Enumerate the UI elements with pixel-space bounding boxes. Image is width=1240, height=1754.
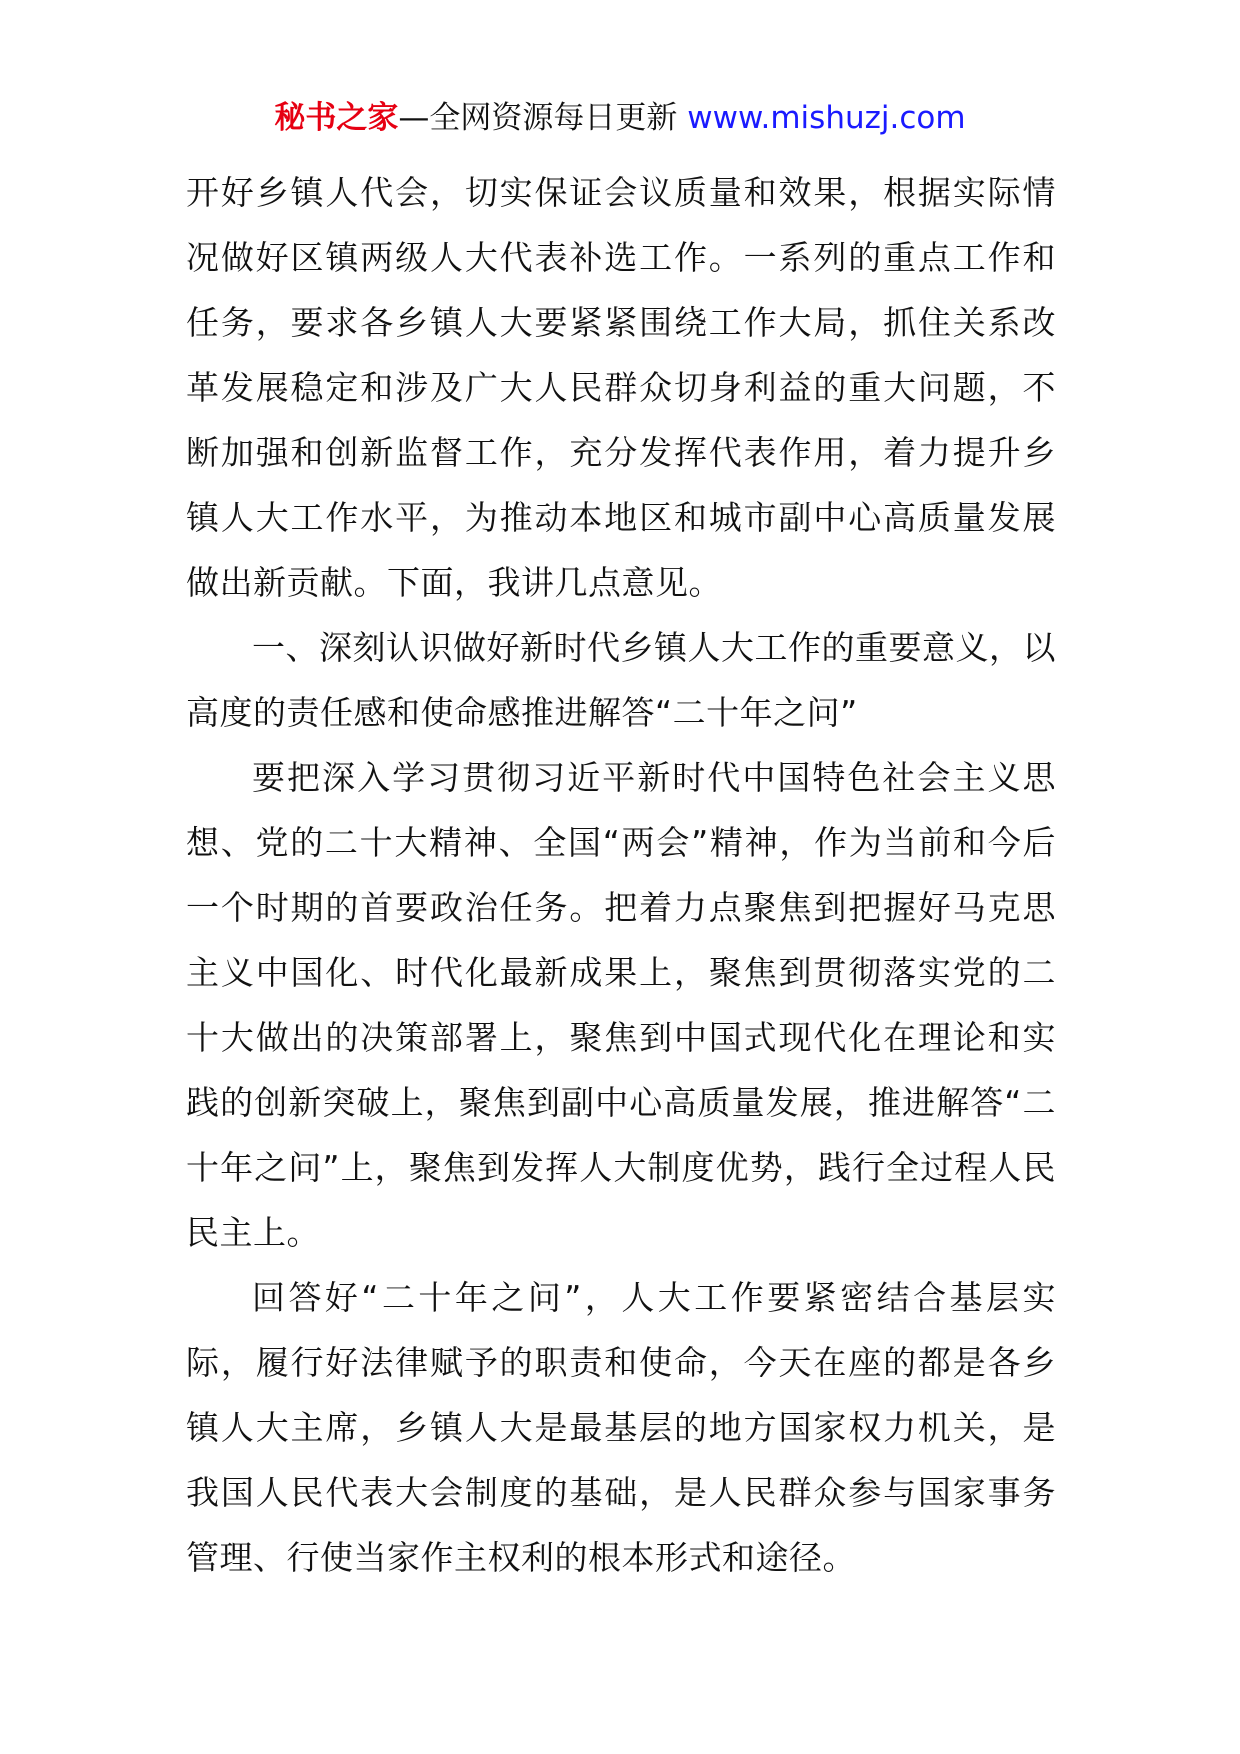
paragraph: 回答好“二十年之问”，人大工作要紧密结合基层实际，履行好法律赋予的职责和使命，今天在座的都是各乡镇人大主席，乡镇人大是最基层的地方国家权力机关，是我国人民代表大会制度的基础，是人民群众参与国家事务管理、行使当家作主权利的根本形式和途径。	[186, 1278, 1056, 1577]
section-heading: 一、深刻认识做好新时代乡镇人大工作的重要意义，以高度的责任感和使命感推进解答“二十年之问”	[186, 628, 1056, 732]
header-url-link[interactable]: www.mishuzj.com	[687, 100, 966, 136]
page-header	[0, 98, 1240, 138]
document-body	[186, 160, 1056, 1590]
header-brand: 秘书之家	[274, 100, 399, 136]
paragraph-continuation: 开好乡镇人代会，切实保证会议质量和效果，根据实际情况做好区镇两级人大代表补选工作。一系列的重点工作和任务，要求各乡镇人大要紧紧围绕工作大局，抓住关系改革发展稳定和涉及广大人民群众切身利益的重大问题，不断加强和创新监督工作，充分发挥代表作用，着力提升乡镇人大工作水平，为推动本地区和城市副中心高质量发展做出新贡献。下面，我讲几点意见。	[186, 173, 1056, 602]
paragraph: 要把深入学习贯彻习近平新时代中国特色社会主义思想、党的二十大精神、全国“两会”精神，作为当前和今后一个时期的首要政治任务。把着力点聚焦到把握好马克思主义中国化、时代化最新成果上，聚焦到贯彻落实党的二十大做出的决策部署上，聚焦到中国式现代化在理论和实践的创新突破上，聚焦到副中心高质量发展，推进解答“二十年之问”上，聚焦到发挥人大制度优势，践行全过程人民民主上。	[186, 758, 1056, 1252]
header-tagline: —全网资源每日更新	[398, 100, 688, 136]
